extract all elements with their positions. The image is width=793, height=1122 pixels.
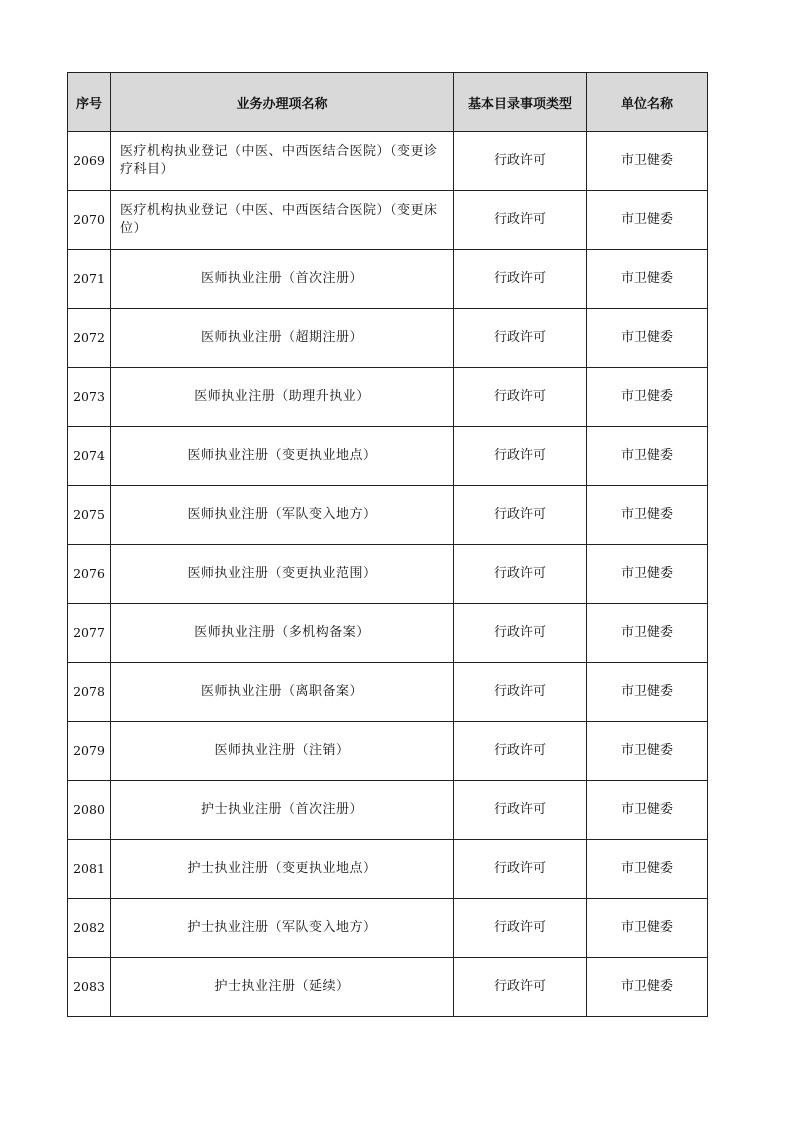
item-type: 行政许可 [454,545,587,604]
item-name: 医疗机构执业登记（中医、中西医结合医院）（变更诊疗科目） [111,132,454,191]
header-item-name: 业务办理项名称 [111,73,454,132]
serial-number: 2077 [68,604,111,663]
item-name: 医师执业注册（变更执业范围） [111,545,454,604]
table-row [68,958,708,1017]
serial-number: 2070 [68,191,111,250]
serial-number: 2079 [68,722,111,781]
item-type: 行政许可 [454,722,587,781]
serial-number: 2076 [68,545,111,604]
item-type: 行政许可 [454,309,587,368]
item-name: 医师执业注册（注销） [111,722,454,781]
item-type: 行政许可 [454,250,587,309]
table-row [68,663,708,722]
table-row [68,486,708,545]
unit-name: 市卫健委 [587,132,708,191]
table-row [68,309,708,368]
unit-name: 市卫健委 [587,486,708,545]
table-row [68,191,708,250]
serial-number: 2081 [68,840,111,899]
unit-name: 市卫健委 [587,604,708,663]
unit-name: 市卫健委 [587,958,708,1017]
table-row [68,132,708,191]
unit-name: 市卫健委 [587,545,708,604]
item-type: 行政许可 [454,132,587,191]
item-name: 护士执业注册（首次注册） [111,781,454,840]
item-name: 护士执业注册（军队变入地方） [111,899,454,958]
header-serial-number: 序号 [68,73,111,132]
item-type: 行政许可 [454,427,587,486]
unit-name: 市卫健委 [587,368,708,427]
serial-number: 2071 [68,250,111,309]
table-row [68,722,708,781]
item-name: 医师执业注册（助理升执业） [111,368,454,427]
item-type: 行政许可 [454,486,587,545]
item-type: 行政许可 [454,368,587,427]
serial-number: 2083 [68,958,111,1017]
table-row [68,545,708,604]
serial-number: 2082 [68,899,111,958]
table-body [68,132,708,1017]
item-name: 医疗机构执业登记（中医、中西医结合医院）（变更床位） [111,191,454,250]
serial-number: 2072 [68,309,111,368]
serial-number: 2073 [68,368,111,427]
unit-name: 市卫健委 [587,427,708,486]
item-name: 医师执业注册（多机构备案） [111,604,454,663]
serial-number: 2074 [68,427,111,486]
item-name: 护士执业注册（变更执业地点） [111,840,454,899]
unit-name: 市卫健委 [587,250,708,309]
table-row [68,781,708,840]
table-header [68,73,708,132]
unit-name: 市卫健委 [587,899,708,958]
item-name: 医师执业注册（军队变入地方） [111,486,454,545]
item-type: 行政许可 [454,958,587,1017]
serial-number: 2078 [68,663,111,722]
unit-name: 市卫健委 [587,191,708,250]
unit-name: 市卫健委 [587,781,708,840]
table-row [68,604,708,663]
item-type: 行政许可 [454,899,587,958]
table-row [68,250,708,309]
item-name: 医师执业注册（首次注册） [111,250,454,309]
item-name: 护士执业注册（延续） [111,958,454,1017]
item-type: 行政许可 [454,191,587,250]
unit-name: 市卫健委 [587,722,708,781]
serial-number: 2069 [68,132,111,191]
item-type: 行政许可 [454,604,587,663]
serial-number: 2080 [68,781,111,840]
header-row [68,73,708,132]
table-row [68,899,708,958]
item-name: 医师执业注册（超期注册） [111,309,454,368]
unit-name: 市卫健委 [587,840,708,899]
business-items-table [67,72,708,1017]
item-type: 行政许可 [454,663,587,722]
unit-name: 市卫健委 [587,309,708,368]
item-type: 行政许可 [454,840,587,899]
header-unit-name: 单位名称 [587,73,708,132]
header-item-type: 基本目录事项类型 [454,73,587,132]
serial-number: 2075 [68,486,111,545]
unit-name: 市卫健委 [587,663,708,722]
item-name: 医师执业注册（离职备案） [111,663,454,722]
table-row [68,368,708,427]
item-type: 行政许可 [454,781,587,840]
table-row [68,840,708,899]
table-row [68,427,708,486]
item-name: 医师执业注册（变更执业地点） [111,427,454,486]
